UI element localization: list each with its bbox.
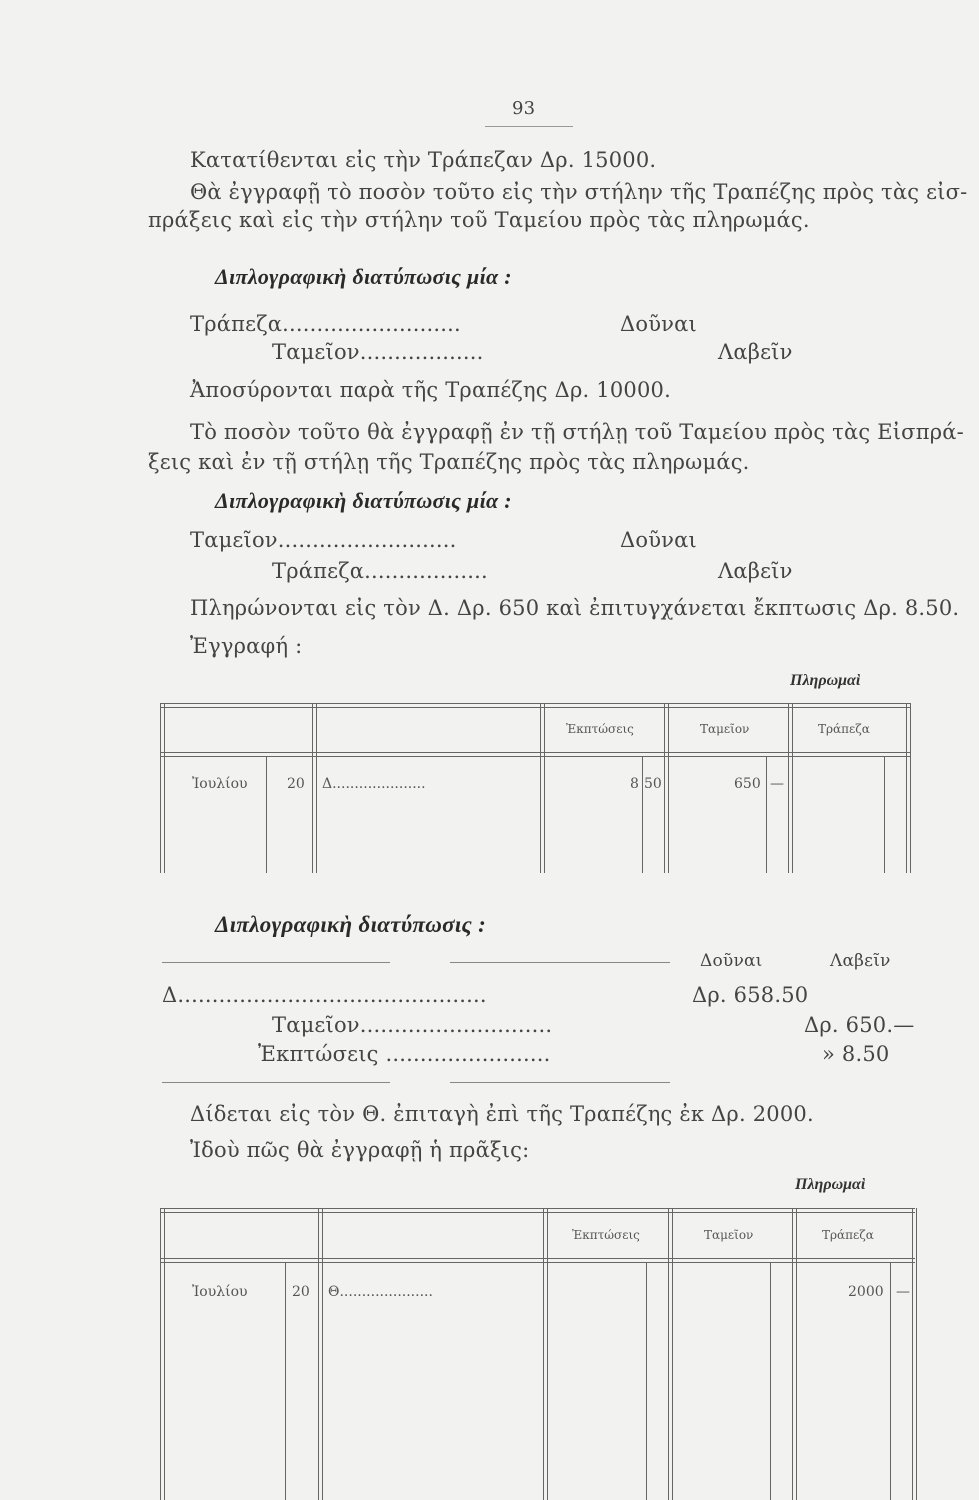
entry-2-credit-label: Λαβεῖν [718, 559, 793, 583]
paragraph-4-line-2: Ἰδοὺ πῶς θὰ ἐγγραφῇ ἡ πρᾶξις: [190, 1138, 530, 1162]
paragraph-2-line-1: Ἀποσύρονται παρὰ τῆς Τραπέζης Δρ. 10000. [190, 378, 671, 402]
journal-line-1-amount: Δρ. 658.50 [692, 983, 809, 1007]
ledger-2-header-cash: Ταμεῖον [704, 1228, 754, 1242]
paragraph-4-line-1: Δίδεται εἰς τὸν Θ. ἐπιταγὴ ἐπὶ τῆς Τραπέζης ἐκ Δρ. 2000. [190, 1102, 814, 1126]
paragraph-1-line-2: Θὰ ἐγγραφῇ τὸ ποσὸν τοῦτο εἰς τὴν στήλην τῆς Τραπέζης πρὸς τὰς εἰσ- [190, 180, 968, 204]
ledger-1-row-description: Δ..................... [322, 776, 426, 792]
ledger-1-cash-dec: — [770, 776, 784, 792]
journal-rule-right [450, 962, 670, 963]
journal-line-3-account: Ἐκπτώσεις ........................ [258, 1042, 551, 1066]
ledger-2-row-day: 20 [292, 1284, 310, 1300]
journal-line-2-account: Ταμεῖον............................ [272, 1013, 553, 1037]
ledger-1-discount-dec: 50 [644, 776, 662, 792]
journal-bottom-rule-left [162, 1082, 390, 1083]
ledger-2-header-bank: Τράπεζα [822, 1228, 874, 1242]
ledger-1-row-day: 20 [287, 776, 305, 792]
ledger-2-bank-int: 2000 [848, 1284, 884, 1300]
heading-journal-1: Διπλογραφικὴ διατύπωσις μία : [215, 264, 512, 289]
heading-journal-2: Διπλογραφικὴ διατύπωσις μία : [215, 488, 512, 513]
paragraph-3-line-1: Πληρώνονται εἰς τὸν Δ. Δρ. 650 καὶ ἐπιτυγχάνεται ἔκπτωσις Δρ. 8.50. [190, 596, 960, 620]
ledger-2-bank-dec: — [896, 1284, 910, 1300]
journal-rule-left [162, 962, 390, 963]
ledger-1-header-discounts: Ἐκπτώσεις [566, 722, 634, 736]
paragraph-3-line-2: Ἐγγραφή : [190, 634, 303, 658]
entry-2-debit-account: Ταμεῖον.......................... [190, 528, 457, 552]
journal-bottom-rule-right [450, 1082, 670, 1083]
heading-journal-3: Διπλογραφικὴ διατύπωσις : [215, 912, 487, 937]
journal-line-2-amount: Δρ. 650.— [804, 1013, 915, 1037]
entry-1-credit-label: Λαβεῖν [718, 340, 793, 364]
ledger-1-row-month: Ἰουλίου [192, 776, 248, 792]
paragraph-2-line-3: ξεις καὶ ἐν τῇ στήλῃ τῆς Τραπέζης πρὸς τὰς πληρωμάς. [148, 450, 750, 474]
page-number: 93 [512, 98, 536, 119]
ledger-2-header-discounts: Ἐκπτώσεις [572, 1228, 640, 1242]
ledger-1-header-bank: Τράπεζα [818, 722, 870, 736]
ledger-1-header-cash: Ταμεῖον [700, 722, 750, 736]
paragraph-1-line-1: Κατατίθενται εἰς τὴν Τράπεζαν Δρ. 15000. [190, 148, 657, 172]
ledger-2-row-month: Ἰουλίου [192, 1284, 248, 1300]
journal-line-3-amount: » 8.50 [822, 1042, 890, 1066]
journal-credit-header: Λαβεῖν [830, 951, 891, 971]
journal-debit-header: Δοῦναι [700, 951, 763, 971]
entry-1-debit-label: Δοῦναι [620, 312, 697, 336]
entry-2-debit-label: Δοῦναι [620, 528, 697, 552]
ledger-1-title: Πληρωμαὶ [790, 672, 861, 689]
page-number-rule [485, 126, 573, 127]
entry-2-credit-account: Τράπεζα.................. [272, 559, 488, 583]
ledger-2-title: Πληρωμαὶ [795, 1176, 866, 1193]
entry-1-debit-account: Τράπεζα.......................... [190, 312, 461, 336]
ledger-2-row-description: Θ..................... [328, 1284, 433, 1300]
journal-line-1-account: Δ............................................. [162, 983, 487, 1007]
ledger-1-discount-int: 8 [630, 776, 639, 792]
paragraph-2-line-2: Τὸ ποσὸν τοῦτο θὰ ἐγγραφῇ ἐν τῇ στήλῃ τοῦ Ταμείου πρὸς τὰς Εἰσπρά- [190, 420, 964, 444]
paragraph-1-line-3: πράξεις καὶ εἰς τὴν στήλην τοῦ Ταμείου πρὸς τὰς πληρωμάς. [148, 208, 810, 232]
entry-1-credit-account: Ταμεῖον.................. [272, 340, 484, 364]
ledger-1-cash-int: 650 [734, 776, 761, 792]
